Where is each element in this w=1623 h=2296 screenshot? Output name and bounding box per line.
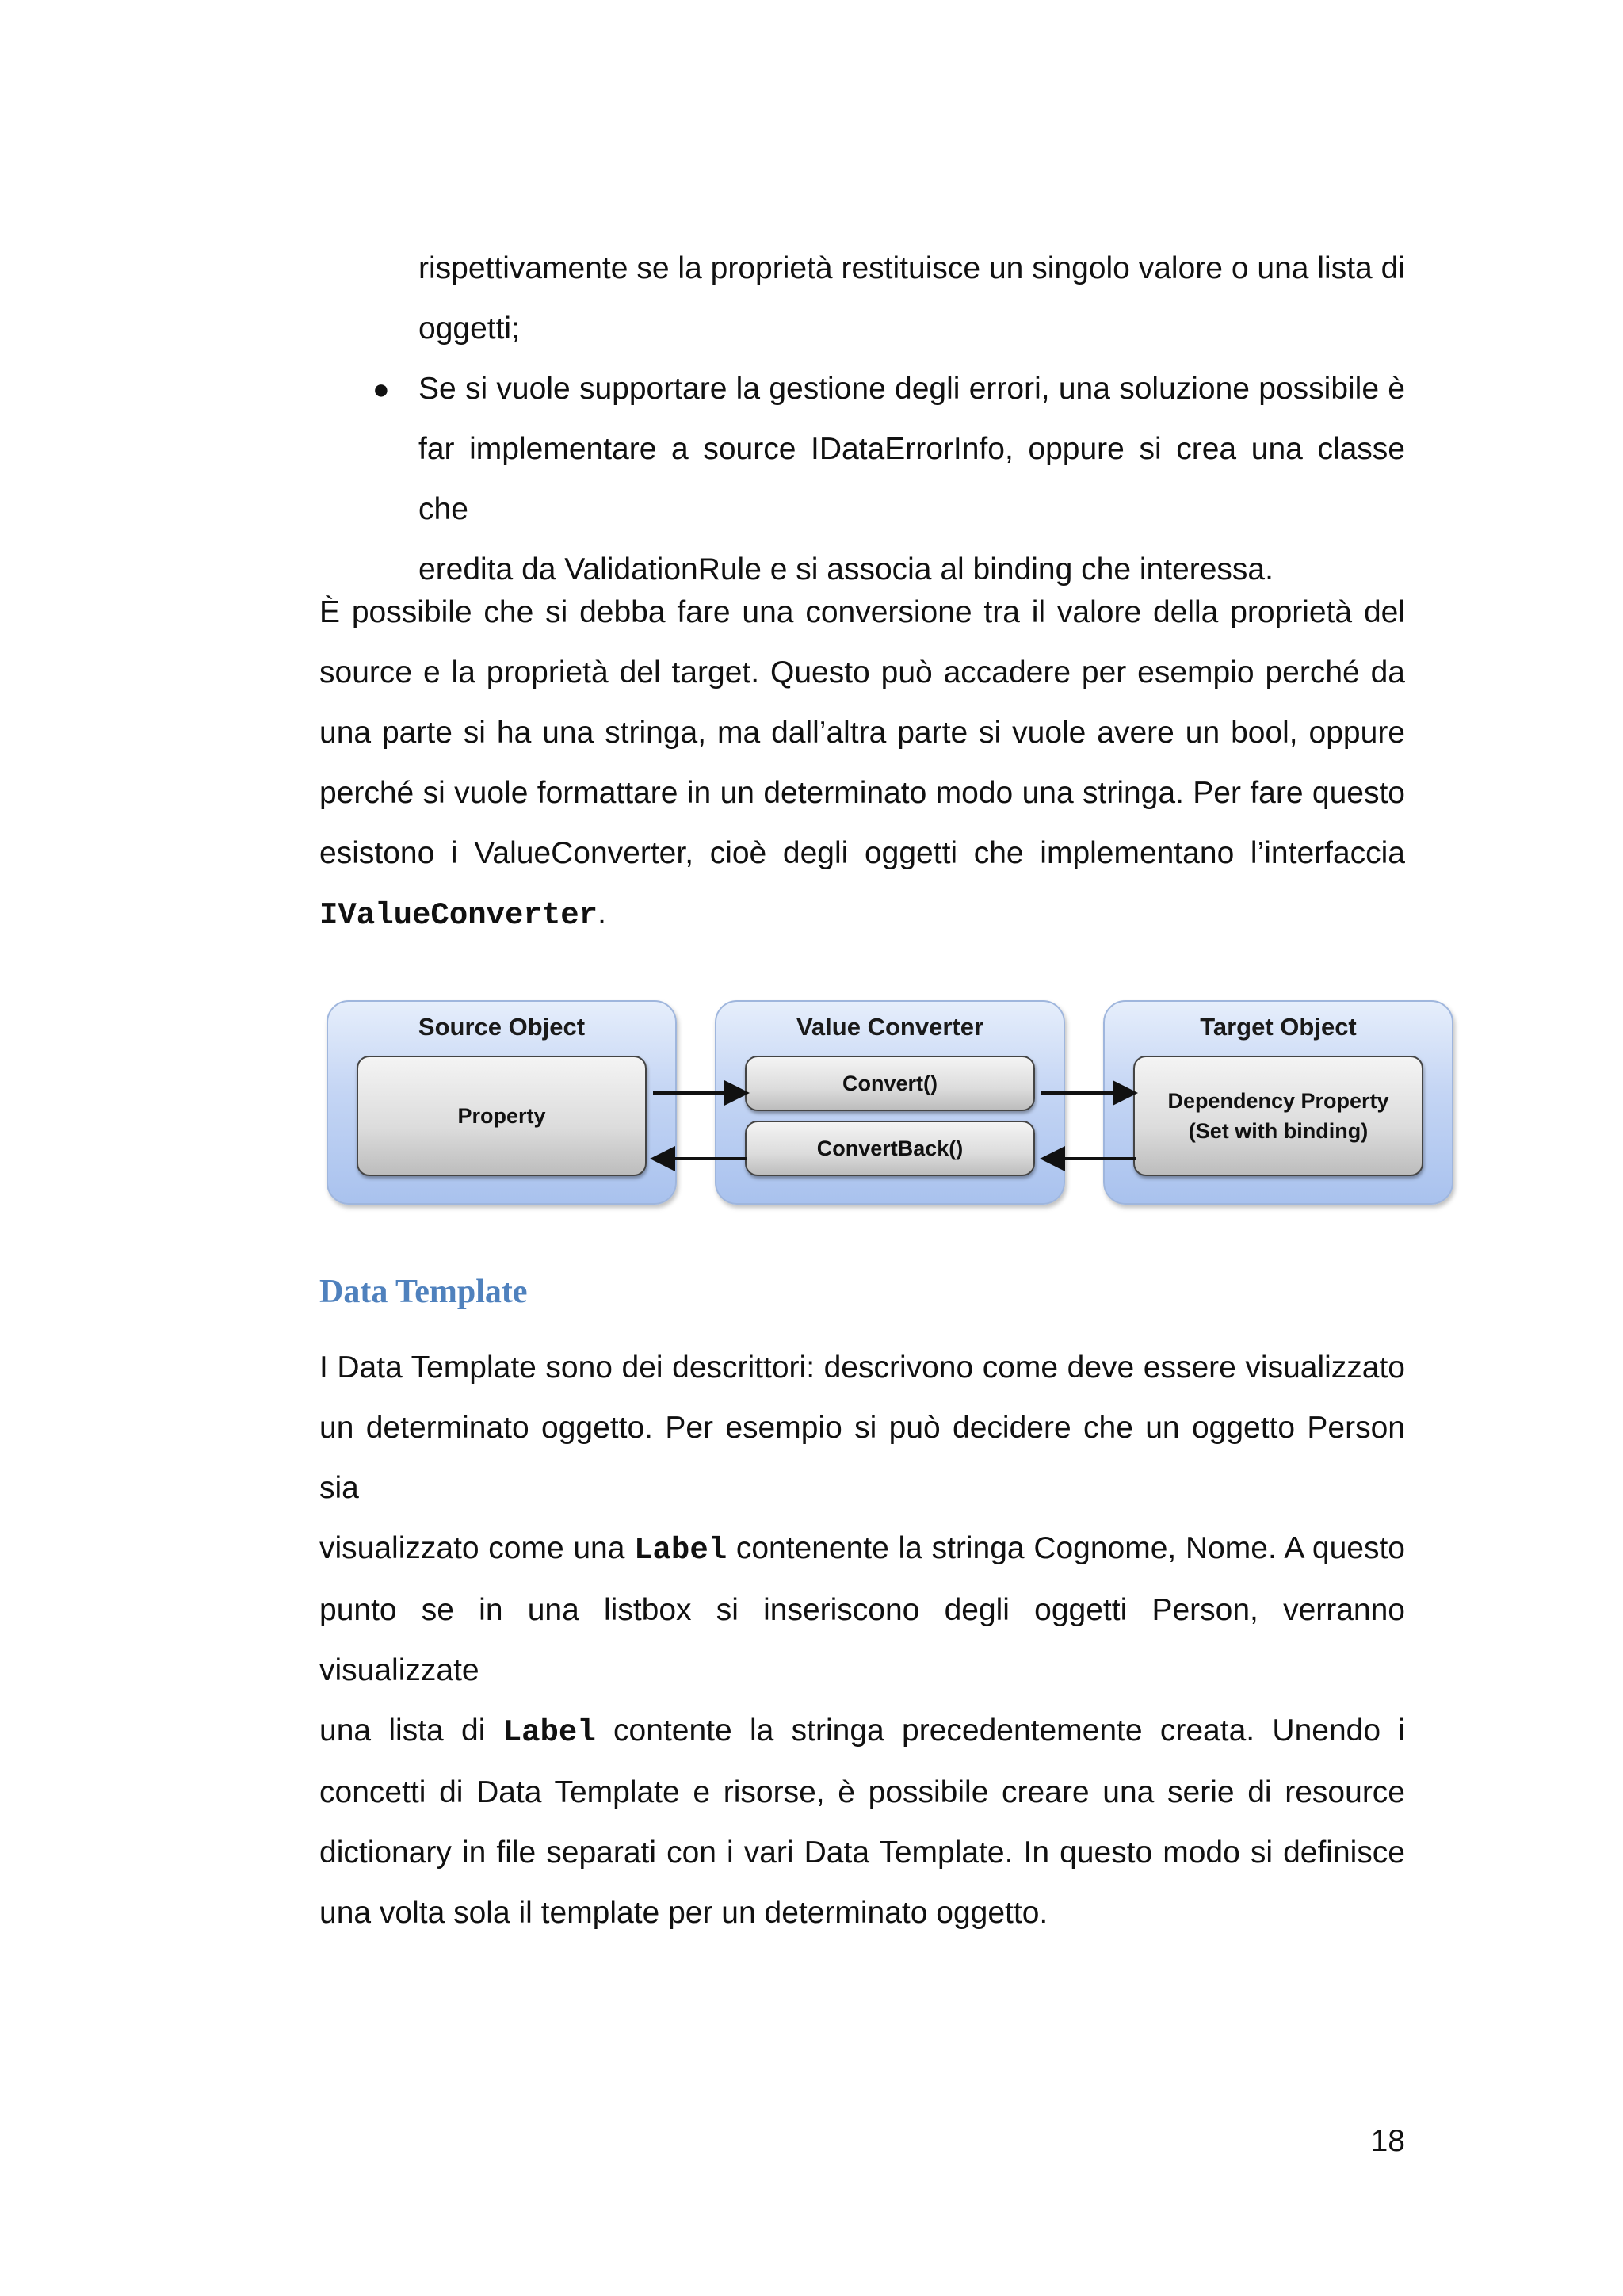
text-segment: contenente la stringa Cognome, Nome. A questo	[727, 1531, 1405, 1565]
text-line: Se si vuole supportare la gestione degli errori, una soluzione possibile è	[418, 372, 1405, 406]
value-converter-title: Value Converter	[796, 1013, 984, 1041]
text-line: eredita da ValidationRule e si associa al binding che interessa.	[418, 552, 1274, 586]
text-segment: contente la stringa precedentemente creata. Unendo i	[595, 1713, 1405, 1748]
text-line: oggetti;	[418, 311, 520, 346]
text-line: esistono i ValueConverter, cioè degli oggetti che implementano l’interfaccia	[319, 836, 1405, 870]
text-line: dictionary in file separati con i vari Data Template. In questo modo si definisce	[319, 1836, 1405, 1870]
text-line: una volta sola il template per un determinato oggetto.	[319, 1896, 1048, 1930]
text-line: far implementare a source IDataErrorInfo, oppure si crea una classe che	[418, 432, 1405, 526]
text-line: perché si vuole formattare in un determinato modo una stringa. Per fare questo	[319, 776, 1405, 810]
text-line	[319, 1701, 1405, 1763]
dependency-property-label: Dependency Property	[1167, 1089, 1389, 1113]
text-line: È possibile che si debba fare una conversione tra il valore della proprietà del	[319, 595, 1405, 629]
bullet-continuation	[418, 239, 1405, 359]
property-label: Property	[457, 1104, 546, 1128]
text-segment: visualizzato come una	[319, 1531, 635, 1565]
text-line: una parte si ha una stringa, ma dall’altra parte si vuole avere un bool, oppure	[319, 716, 1405, 750]
text-line	[319, 1519, 1405, 1580]
paragraph-value-converter	[319, 583, 1405, 946]
set-with-binding-label: (Set with binding)	[1188, 1119, 1369, 1143]
text-line	[319, 884, 1405, 946]
code-label: Label	[634, 1533, 727, 1568]
period: .	[598, 896, 606, 930]
text-line: source e la proprietà del target. Questo può accadere per esempio perché da	[319, 655, 1405, 690]
text-line: punto se in una listbox si inseriscono degli oggetti Person, verranno visualizzate	[319, 1593, 1405, 1687]
convert-label: Convert()	[842, 1072, 938, 1095]
page-number: 18	[1370, 2124, 1405, 2158]
code-label: Label	[502, 1715, 596, 1750]
section-heading: Data Template	[319, 1274, 528, 1310]
convert-back-label: ConvertBack()	[816, 1137, 964, 1160]
diagram-arrows	[327, 994, 1457, 1208]
target-object-title: Target Object	[1200, 1013, 1357, 1041]
text-line: rispettivamente se la proprietà restituisce un singolo valore o una lista di	[418, 251, 1405, 285]
paragraph-data-template	[319, 1338, 1405, 1943]
text-line: un determinato oggetto. Per esempio si può decidere che un oggetto Person sia	[319, 1411, 1405, 1505]
bullet-item	[418, 359, 1405, 600]
source-object-title: Source Object	[418, 1013, 586, 1041]
text-line: I Data Template sono dei descrittori: descrivono come deve essere visualizzato	[319, 1350, 1405, 1385]
bullet-icon: ●	[372, 372, 390, 405]
value-converter-diagram	[327, 994, 1457, 1208]
code-ivalueconverter: IValueConverter	[319, 898, 598, 933]
text-line: concetti di Data Template e risorse, è possibile creare una serie di resource	[319, 1775, 1405, 1809]
text-segment: una lista di	[319, 1713, 503, 1748]
